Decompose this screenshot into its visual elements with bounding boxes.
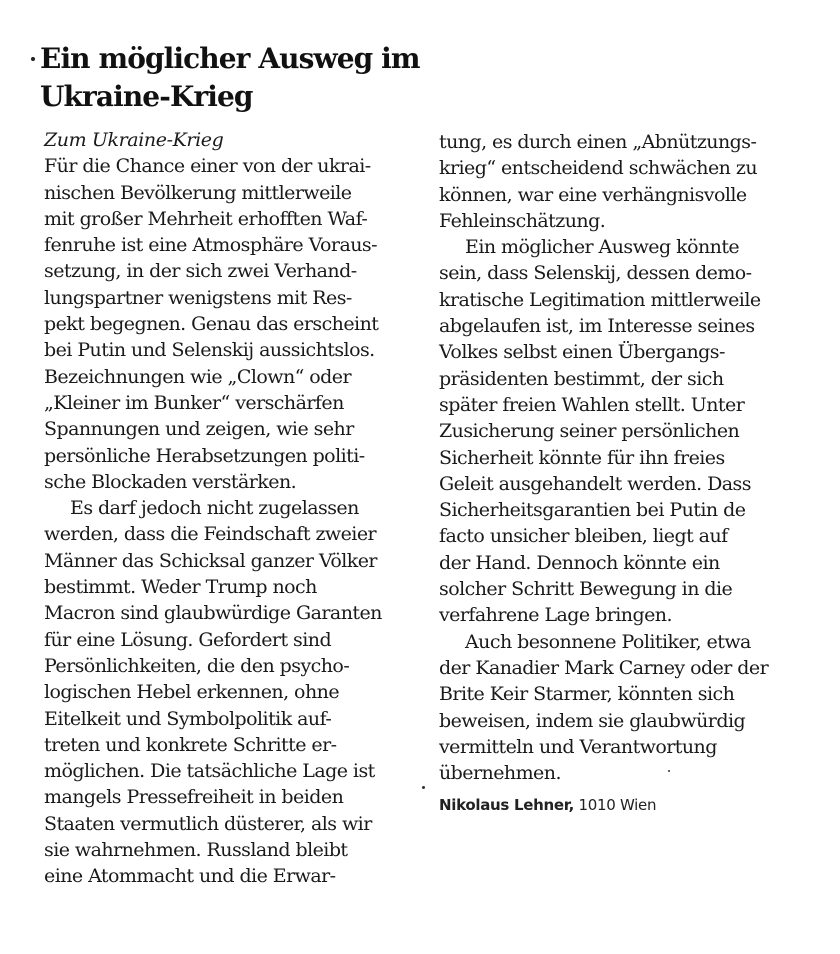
text-line: der Hand. Dennoch könnte ein bbox=[439, 551, 720, 574]
text-line: vermitteln und Verantwortung bbox=[439, 735, 717, 758]
text-line: mangels Pressefreiheit in beiden bbox=[44, 786, 344, 809]
text-line: bestimmt. Weder Trump noch bbox=[44, 576, 317, 599]
text-line: bei Putin und Selenskij aussichtslos. bbox=[44, 339, 375, 362]
text-line: Macron sind glaubwürdige Garanten bbox=[44, 602, 382, 625]
text-line: Spannungen und zeigen, wie sehr bbox=[44, 418, 354, 441]
text-line: Zusicherung seiner persönlichen bbox=[439, 420, 740, 443]
text-line: Geleit ausgehandelt werden. Dass bbox=[439, 472, 751, 495]
headline-line: Ukraine-Krieg bbox=[40, 80, 253, 113]
headline-line: Ein möglicher Ausweg im bbox=[40, 42, 420, 75]
text-line: später freien Wahlen stellt. Unter bbox=[439, 393, 745, 416]
text-line: kratische Legitimation mittlerweile bbox=[439, 288, 761, 311]
text-line: können, war eine verhängnisvolle bbox=[439, 183, 747, 206]
text-line: sche Blockaden verstärken. bbox=[44, 470, 297, 493]
text-line: Sicherheitsgarantien bei Putin de bbox=[439, 499, 746, 522]
text-line: übernehmen. bbox=[439, 762, 561, 785]
text-line: Volkes selbst einen Übergangs- bbox=[439, 341, 725, 364]
text-line: möglichen. Die tatsächliche Lage ist bbox=[44, 760, 375, 783]
text-line: Männer das Schicksal ganzer Völker bbox=[44, 549, 377, 572]
text-line: sie wahrnehmen. Russland bleibt bbox=[44, 839, 348, 862]
text-line: Sicherheit könnte für ihn freies bbox=[439, 446, 725, 469]
headline bbox=[40, 40, 430, 116]
text-line: nischen Bevölkerung mittlerweile bbox=[44, 181, 352, 204]
text-line: fenruhe ist eine Atmosphäre Voraus- bbox=[44, 234, 378, 257]
text-line: tung, es durch einen „Abnützungs- bbox=[439, 131, 757, 153]
text-line: Eitelkeit und Symbolpolitik auf- bbox=[44, 707, 332, 730]
text-line: Ein möglicher Ausweg könnte bbox=[465, 236, 740, 259]
text-line: eine Atommacht und die Erwar- bbox=[44, 865, 336, 888]
text-line: beweisen, indem sie glaubwürdig bbox=[439, 709, 746, 732]
text-line: Fehleinschätzung. bbox=[439, 209, 606, 232]
text-line: persönliche Herabsetzungen politi- bbox=[44, 444, 365, 467]
text-line: krieg“ entscheidend schwächen zu bbox=[439, 157, 758, 180]
text-line: lungspartner wenigstens mit Res- bbox=[44, 286, 352, 309]
text-line: präsidenten bestimmt, der sich bbox=[439, 367, 724, 390]
text-line: pekt begegnen. Genau das erscheint bbox=[44, 313, 379, 336]
text-line: Es darf jedoch nicht zugelassen bbox=[70, 497, 359, 520]
text-line: Bezeichnungen wie „Clown“ oder bbox=[44, 365, 352, 388]
text-line: treten und konkrete Schritte er- bbox=[44, 733, 337, 756]
text-line: setzung, in der sich zwei Verhand- bbox=[44, 260, 357, 283]
bullet-mark bbox=[31, 57, 35, 61]
text-line: facto unsicher bleiben, liegt auf bbox=[439, 525, 728, 548]
scan-speck bbox=[422, 786, 425, 789]
scan-speck bbox=[668, 770, 670, 772]
text-line: mit großer Mehrheit erhofften Waf- bbox=[44, 207, 368, 230]
text-line: Staaten vermutlich düsterer, als wir bbox=[44, 812, 372, 835]
text-line: Für die Chance einer von der ukrai- bbox=[44, 155, 371, 178]
text-line: werden, dass die Feindschaft zweier bbox=[44, 523, 377, 546]
text-line: solcher Schritt Bewegung in die bbox=[439, 578, 733, 601]
text-line: der Kanadier Mark Carney oder der bbox=[439, 656, 769, 679]
text-line: logischen Hebel erkennen, ohne bbox=[44, 681, 340, 704]
text-line: „Kleiner im Bunker“ verschärfen bbox=[44, 391, 344, 414]
text-line: Persönlichkeiten, die den psycho- bbox=[44, 654, 350, 677]
text-line: Auch besonnene Politiker, etwa bbox=[465, 630, 751, 653]
text-line: sein, dass Selenskij, dessen demo- bbox=[439, 262, 752, 285]
author-signature bbox=[439, 792, 819, 818]
author-name: Nikolaus Lehner, bbox=[439, 796, 575, 815]
text-line: abgelaufen ist, im Interesse seines bbox=[439, 315, 755, 338]
author-location: 1010 Wien bbox=[574, 796, 657, 815]
text-line: Brite Keir Starmer, könnten sich bbox=[439, 683, 735, 706]
subhead: Zum Ukraine-Krieg bbox=[44, 129, 224, 151]
left-column bbox=[44, 127, 420, 890]
text-line: für eine Lösung. Gefordert sind bbox=[44, 628, 332, 651]
right-column bbox=[439, 129, 819, 819]
text-line: verfahrene Lage bringen. bbox=[439, 604, 672, 627]
